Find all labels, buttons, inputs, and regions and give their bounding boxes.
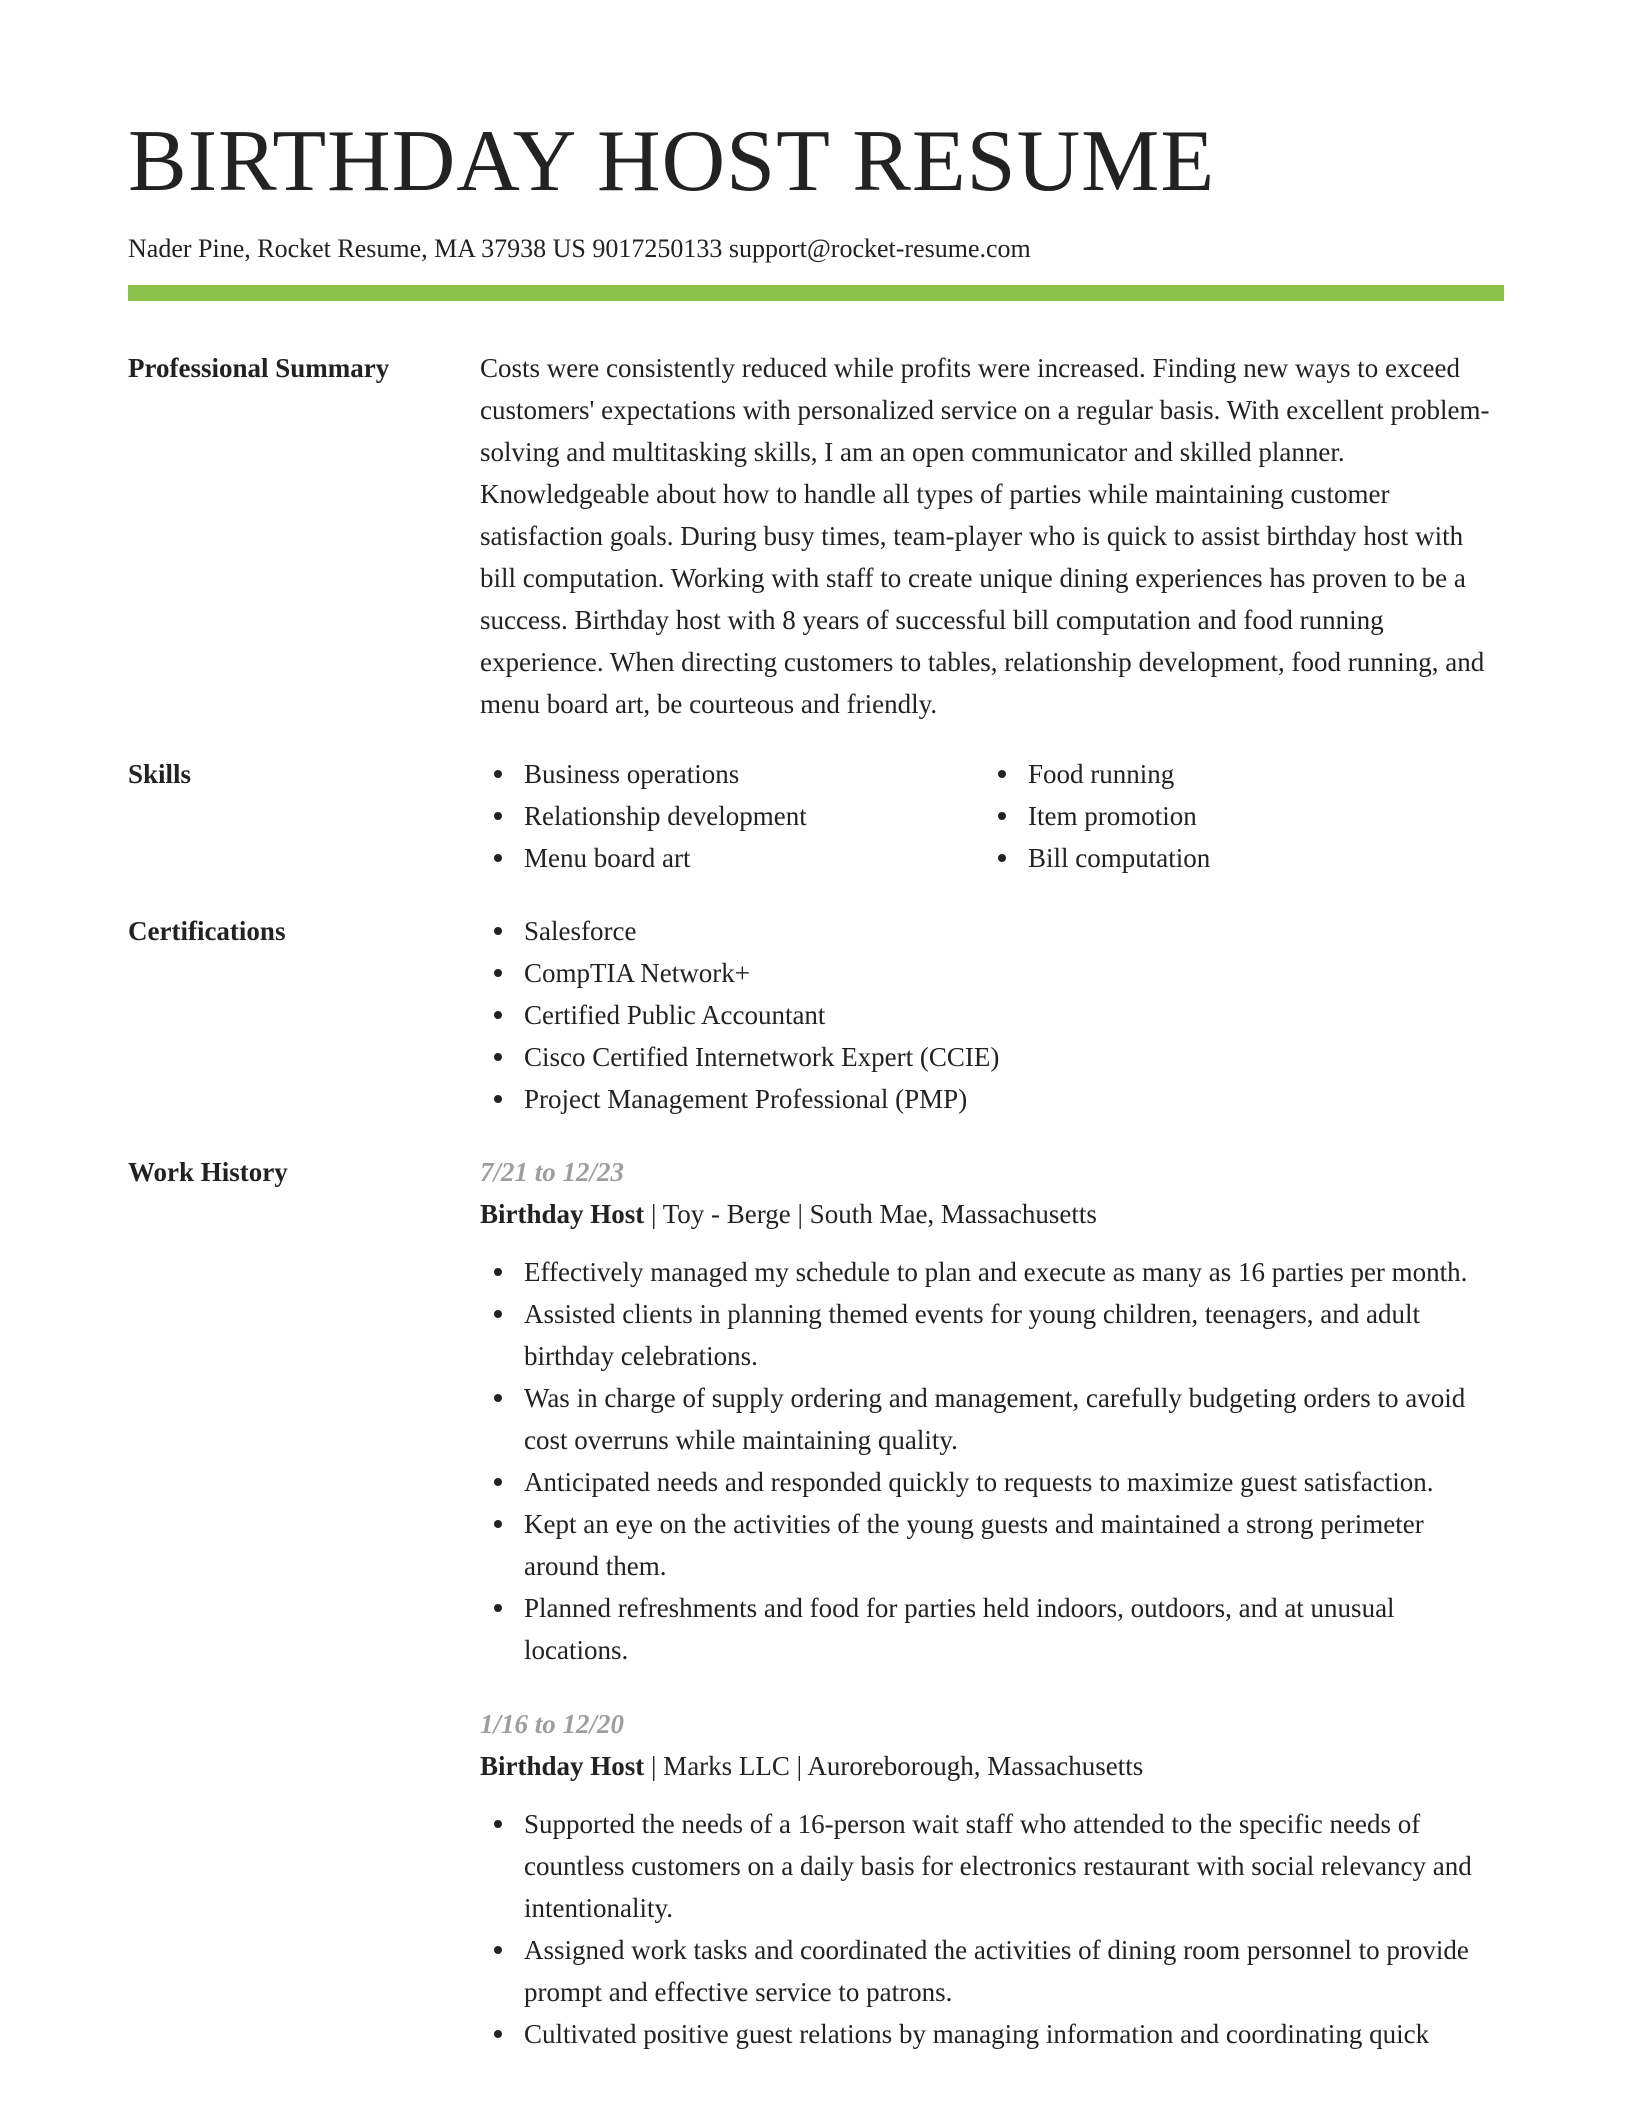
job-bullet: Assisted clients in planning themed events for young children, teenagers, and adult birthday celebrations.: [480, 1293, 1504, 1377]
skill-item: Food running: [984, 753, 1488, 795]
certification-item: Certified Public Accountant: [480, 994, 1504, 1036]
job-header: [480, 1745, 1504, 1787]
job-bullet: Was in charge of supply ordering and management, carefully budgeting orders to avoid cost overruns while maintaining quality.: [480, 1377, 1504, 1461]
job-bullets: [480, 1803, 1504, 2055]
job-bullet: Planned refreshments and food for parties held indoors, outdoors, and at unusual locations.: [480, 1587, 1504, 1671]
skill-item: Bill computation: [984, 837, 1488, 879]
certification-item: Salesforce: [480, 910, 1504, 952]
work-history-label: Work History: [128, 1157, 288, 1187]
job-title: Birthday Host: [480, 1751, 645, 1781]
job-bullet: Supported the needs of a 16-person wait staff who attended to the specific needs of countless customers on a daily basis for electronics restaurant with social relevancy and intentionality.: [480, 1803, 1504, 1929]
skill-item: Relationship development: [480, 795, 984, 837]
certifications-list: [480, 910, 1504, 1120]
contact-line: Nader Pine, Rocket Resume, MA 37938 US 9017250133 support@rocket-resume.com: [128, 234, 1031, 263]
certification-item: CompTIA Network+: [480, 952, 1504, 994]
skill-item: Business operations: [480, 753, 984, 795]
job-dates: 1/16 to 12/20: [480, 1709, 625, 1739]
header-divider: [128, 285, 1504, 301]
work-history-body: [480, 1151, 1504, 2055]
job-bullet: Kept an eye on the activities of the young guests and maintained a strong perimeter around them.: [480, 1503, 1504, 1587]
job-title: Birthday Host: [480, 1199, 645, 1229]
skill-item: Menu board art: [480, 837, 984, 879]
job-details: | Marks LLC | Auroreborough, Massachusetts: [644, 1751, 1144, 1781]
certifications-label: Certifications: [128, 916, 286, 946]
skill-item: Item promotion: [984, 795, 1488, 837]
job-entry: [480, 1151, 1504, 1671]
skills-list-right: [984, 753, 1488, 879]
skills-list-left: [480, 753, 984, 879]
job-dates: 7/21 to 12/23: [480, 1157, 625, 1187]
job-header: [480, 1193, 1504, 1235]
job-details: | Toy - Berge | South Mae, Massachusetts: [644, 1199, 1097, 1229]
job-entry: [480, 1703, 1504, 2055]
job-bullet: Anticipated needs and responded quickly to requests to maximize guest satisfaction.: [480, 1461, 1504, 1503]
job-bullets: [480, 1251, 1504, 1671]
job-bullet: Cultivated positive guest relations by managing information and coordinating quick: [480, 2013, 1504, 2055]
certification-item: Cisco Certified Internetwork Expert (CCIE): [480, 1036, 1504, 1078]
summary-body: [480, 347, 1504, 725]
summary-text: Costs were consistently reduced while profits were increased. Finding new ways to exceed customers' expectations with personalized service on a regular basis. With excellent problem-solving and multitasking skills, I am an open communicator and skilled planner. Knowledgeable about how to handle all types of parties while maintaining customer satisfaction goals. During busy times, team-player who is quick to assist birthday host with bill computation. Working with staff to create unique dining experiences has proven to be a success. Birthday host with 8 years of successful bill computation and food running experience. When directing customers to tables, relationship development, food running, and menu board art, be courteous and friendly.: [480, 353, 1490, 719]
job-bullet: Assigned work tasks and coordinated the activities of dining room personnel to provide prompt and effective service to patrons.: [480, 1929, 1504, 2013]
skills-label: Skills: [128, 759, 192, 789]
certification-item: Project Management Professional (PMP): [480, 1078, 1504, 1120]
certifications-body: [480, 910, 1504, 1120]
resume-title: BIRTHDAY HOST RESUME: [128, 113, 1216, 210]
summary-label: Professional Summary: [128, 353, 390, 383]
job-bullet: Effectively managed my schedule to plan and execute as many as 16 parties per month.: [480, 1251, 1504, 1293]
skills-body: [480, 753, 1504, 879]
